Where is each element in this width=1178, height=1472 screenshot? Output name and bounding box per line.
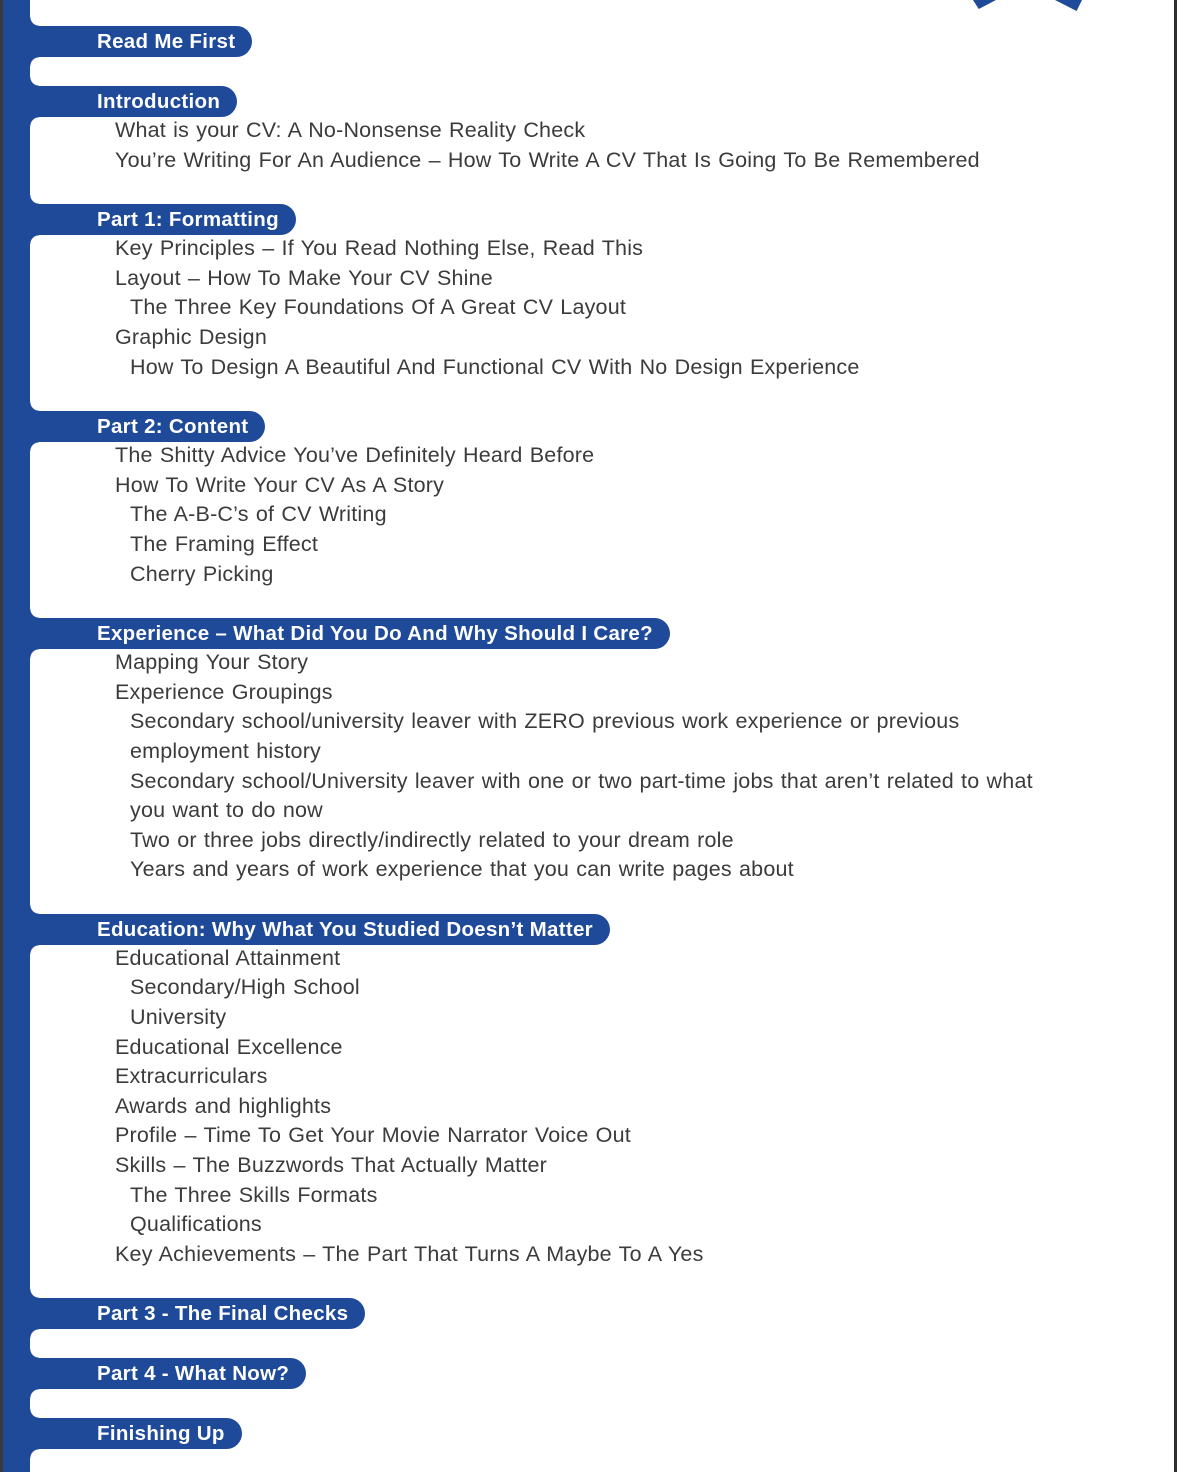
toc-section <box>3 1358 1143 1389</box>
toc-item-line: The Three Key Foundations Of A Great CV Layout <box>130 295 627 320</box>
toc-item[interactable] <box>3 1062 1143 1092</box>
toc-section-pill[interactable] <box>3 86 237 117</box>
toc-item[interactable] <box>3 146 1143 176</box>
toc-item-list <box>3 648 1143 885</box>
toc-section <box>3 86 1143 175</box>
toc-item-line: University <box>130 1005 227 1030</box>
toc-item-line: Educational Attainment <box>115 945 341 970</box>
toc-section-title: Introduction <box>97 90 221 113</box>
toc-item[interactable] <box>3 944 1143 974</box>
logo-fragment-icon <box>1055 0 1082 11</box>
toc-item[interactable] <box>3 293 1143 323</box>
toc-item[interactable] <box>3 264 1143 294</box>
toc-item[interactable] <box>3 530 1143 560</box>
toc-item-line: Secondary/High School <box>130 975 360 1000</box>
toc-section-title: Finishing Up <box>97 1422 225 1446</box>
toc-section-title: Part 2: Content <box>97 415 249 439</box>
toc-item[interactable] <box>3 973 1143 1003</box>
toc-item[interactable] <box>3 560 1143 590</box>
toc-section-title: Part 4 - What Now? <box>97 1362 290 1386</box>
toc-section-pill[interactable] <box>3 411 265 442</box>
toc-item[interactable] <box>3 707 1143 766</box>
toc-section <box>3 1298 1143 1329</box>
toc-item[interactable] <box>3 826 1143 856</box>
toc-item-line: Secondary school/University leaver with one or two part-time jobs that aren’t related to what <box>130 768 1033 793</box>
toc-item[interactable] <box>3 767 1143 826</box>
toc-item-line: Years and years of work experience that you can write pages about <box>130 857 794 882</box>
toc-section <box>3 411 1143 589</box>
toc-section <box>3 1418 1143 1449</box>
toc-section-pill[interactable] <box>3 914 610 945</box>
toc-item[interactable] <box>3 1003 1143 1033</box>
toc-section-pill[interactable] <box>3 1418 242 1449</box>
toc-section-title: Education: Why What You Studied Doesn’t Matter <box>97 917 593 941</box>
toc-item-list <box>3 441 1143 589</box>
toc-section-title: Read Me First <box>97 30 236 53</box>
toc-section-pill[interactable] <box>3 26 252 57</box>
toc-section-pill[interactable] <box>3 1298 365 1329</box>
toc-item-line: The Three Skills Formats <box>130 1182 378 1207</box>
toc-item-line: How To Design A Beautiful And Functional CV With No Design Experience <box>130 354 860 379</box>
toc-item-list <box>3 116 1143 175</box>
toc-item-line: What is your CV: A No-Nonsense Reality Check <box>115 118 586 142</box>
toc-item[interactable] <box>3 353 1143 383</box>
toc-item[interactable] <box>3 1210 1143 1240</box>
toc-section <box>3 204 1143 382</box>
toc-item[interactable] <box>3 234 1143 264</box>
toc-item[interactable] <box>3 1151 1143 1181</box>
toc-item[interactable] <box>3 1121 1143 1151</box>
toc-item-line: Cherry Picking <box>130 561 274 586</box>
toc-item-line: Qualifications <box>130 1212 262 1237</box>
toc-item[interactable] <box>3 116 1143 146</box>
toc-item-line: Skills – The Buzzwords That Actually Matter <box>115 1153 548 1178</box>
toc-item[interactable] <box>3 648 1143 678</box>
toc-section-pill[interactable] <box>3 618 670 649</box>
toc-section-pill[interactable] <box>3 204 296 235</box>
toc-section <box>3 26 1143 57</box>
toc-item[interactable] <box>3 1181 1143 1211</box>
toc-item[interactable] <box>3 1240 1143 1270</box>
toc-item[interactable] <box>3 1092 1143 1122</box>
toc-item-line: Educational Excellence <box>115 1034 343 1059</box>
toc-item[interactable] <box>3 855 1143 885</box>
toc-item-line: You’re Writing For An Audience – How To Write A CV That Is Going To Be Remembered <box>115 147 980 172</box>
toc-item-line: you want to do now <box>130 798 323 823</box>
toc-item-line: employment history <box>130 738 322 763</box>
toc-item[interactable] <box>3 471 1143 501</box>
page-right-edge <box>1174 0 1177 1472</box>
toc-item[interactable] <box>3 441 1143 471</box>
toc-item-line: Two or three jobs directly/indirectly related to your dream role <box>130 827 734 852</box>
toc-item[interactable] <box>3 323 1143 353</box>
toc-item-line: The Shitty Advice You’ve Definitely Heard Before <box>115 443 595 468</box>
toc-item[interactable] <box>3 1033 1143 1063</box>
logo-fragment-icon <box>973 0 996 9</box>
toc-item-line: Layout – How To Make Your CV Shine <box>115 265 493 290</box>
toc-section-title: Part 3 - The Final Checks <box>97 1302 349 1326</box>
toc-section-pill[interactable] <box>3 1358 306 1389</box>
toc-section-title: Part 1: Formatting <box>97 208 279 232</box>
toc-section-title: Experience – What Did You Do And Why Should I Care? <box>97 622 653 646</box>
toc-item-list <box>3 234 1143 382</box>
toc-item-line: Graphic Design <box>115 324 267 349</box>
toc-section <box>3 914 1143 1270</box>
toc-item-line: The A-B-C’s of CV Writing <box>130 502 387 527</box>
toc-item-line: The Framing Effect <box>130 531 319 556</box>
toc-item-line: Awards and highlights <box>115 1093 332 1118</box>
toc-item-line: How To Write Your CV As A Story <box>115 472 445 497</box>
toc-item[interactable] <box>3 678 1143 708</box>
toc-item-line: Extracurriculars <box>115 1064 268 1089</box>
toc-item-line: Experience Groupings <box>115 679 333 704</box>
toc-item-line: Key Principles – If You Read Nothing Else, Read This <box>115 236 644 261</box>
toc-section <box>3 618 1143 885</box>
toc <box>3 26 1143 1472</box>
toc-item-line: Key Achievements – The Part That Turns A Maybe To A Yes <box>115 1241 704 1266</box>
toc-item[interactable] <box>3 500 1143 530</box>
toc-item-line: Secondary school/university leaver with ZERO previous work experience or previous <box>130 709 960 734</box>
toc-item-line: Mapping Your Story <box>115 650 309 675</box>
toc-item-line: Profile – Time To Get Your Movie Narrator Voice Out <box>115 1123 631 1148</box>
toc-item-list <box>3 944 1143 1270</box>
